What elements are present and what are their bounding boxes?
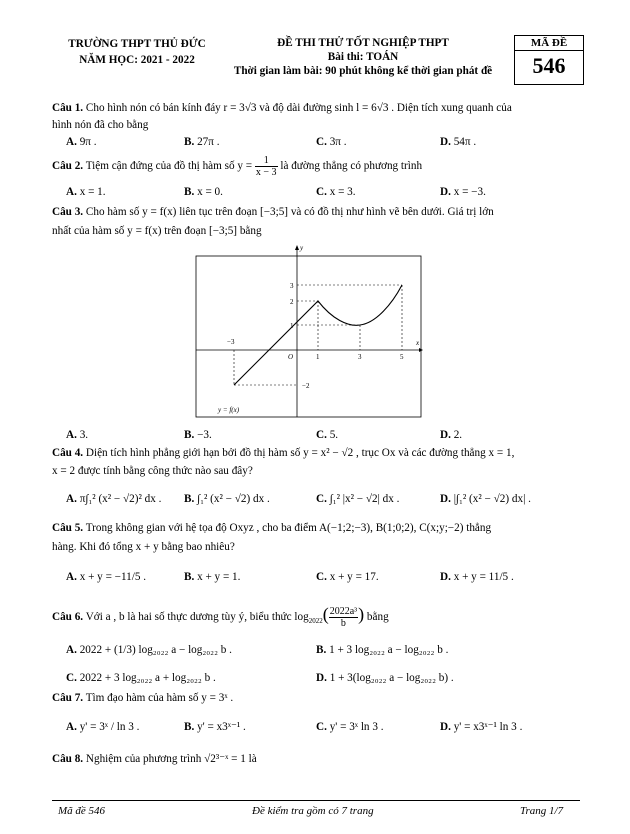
question-number: Câu 1. bbox=[52, 102, 84, 114]
q3-option-d[interactable]: D. 2. bbox=[440, 429, 463, 441]
question-text: là đường thẳng có phương trình bbox=[280, 160, 423, 172]
q3-option-c[interactable]: C. 5. bbox=[316, 429, 339, 441]
q7-option-b[interactable]: B. y' = x3ˣ⁻¹ . bbox=[184, 721, 246, 733]
question-number: Câu 5. bbox=[52, 522, 84, 534]
tick-x-5: 5 bbox=[400, 353, 404, 361]
q3-option-a[interactable]: A. 3. bbox=[66, 429, 89, 441]
question-3 bbox=[52, 205, 592, 220]
q2-option-c[interactable]: C. x = 3. bbox=[316, 186, 356, 198]
question-text: bằng bbox=[366, 611, 389, 623]
tick-x-3: 3 bbox=[358, 353, 362, 361]
footer-pages: Đề kiểm tra gồm có 7 trang bbox=[252, 805, 374, 817]
fraction: $\frac{\text{2022a³}}{b}$ bbox=[329, 605, 358, 629]
question-text: Cho hình nón có bán kính đáy r = 3√3 và độ dài đường sinh l = 6√3 . Diện tích xung quanh của bbox=[85, 102, 512, 114]
tick-x-1: 1 bbox=[316, 353, 320, 361]
tick-y-3: 3 bbox=[290, 282, 294, 290]
question-5-cont bbox=[52, 540, 592, 555]
tick-y-neg2: −2 bbox=[302, 382, 310, 390]
tick-y-2: 2 bbox=[290, 298, 294, 306]
question-number: Câu 3. bbox=[52, 206, 84, 218]
q2-option-d[interactable]: D. x = −3. bbox=[440, 186, 486, 198]
x-axis-label: x bbox=[416, 339, 420, 347]
q1-option-d[interactable]: D. 54π . bbox=[440, 136, 477, 148]
question-text: nhất của hàm số y = f(x) trên đoạn [−3;5] bằng bbox=[52, 225, 262, 237]
question-7 bbox=[52, 691, 592, 706]
q1-option-b[interactable]: B. 27π . bbox=[184, 136, 220, 148]
tick-x-neg3: −3 bbox=[227, 338, 235, 346]
question-1 bbox=[52, 101, 592, 116]
q6-option-c[interactable]: C. 2022 + 3 log₂₀₂₂ a + log₂₀₂₂ b . bbox=[66, 672, 216, 684]
exam-code: 546 bbox=[532, 53, 566, 78]
q1-option-a[interactable]: A. 9π . bbox=[66, 136, 97, 148]
school-name: TRƯỜNG THPT THỦ ĐỨC bbox=[68, 38, 206, 50]
question-text: Trong không gian với hệ tọa độ Oxyz , cho ba điểm A(−1;2;−3), B(1;0;2), C(x;y;−2) thẳng bbox=[85, 522, 492, 534]
q6-option-b[interactable]: B. 1 + 3 log₂₀₂₂ a − log₂₀₂₂ b . bbox=[316, 644, 449, 656]
footer-page-number: Trang 1/7 bbox=[520, 805, 564, 817]
q7-option-c[interactable]: C. y' = 3ˣ ln 3 . bbox=[316, 721, 384, 733]
question-text: x = 2 được tính bằng công thức nào sau đây? bbox=[52, 465, 253, 477]
function-graph bbox=[190, 240, 426, 420]
question-5 bbox=[52, 521, 592, 536]
exam-header bbox=[218, 36, 508, 78]
q2-option-a[interactable]: A. x = 1. bbox=[66, 186, 106, 198]
exam-title: ĐỀ THI THỬ TỐT NGHIỆP THPT bbox=[277, 37, 449, 49]
exam-time: Thời gian làm bài: 90 phút không kể thời gian phát đề bbox=[233, 65, 493, 77]
school-year: NĂM HỌC: 2021 - 2022 bbox=[79, 54, 195, 66]
origin-label: O bbox=[288, 353, 294, 361]
q2-option-b[interactable]: B. x = 0. bbox=[184, 186, 223, 198]
question-text: hàng. Khi đó tổng x + y bằng bao nhiêu? bbox=[52, 541, 235, 553]
question-number: Câu 8. bbox=[52, 753, 84, 765]
q4-option-c[interactable]: C. ∫₁² |x² − √2| dx . bbox=[316, 493, 400, 505]
q6-option-a[interactable]: A. 2022 + (1/3) log₂₀₂₂ a − log₂₀₂₂ b . bbox=[66, 644, 232, 656]
footer-code: Mã đề 546 bbox=[58, 805, 106, 817]
q4-option-b[interactable]: B. ∫₁² (x² − √2) dx . bbox=[184, 493, 270, 505]
exam-subject: Bài thi: TOÁN bbox=[327, 51, 399, 63]
question-number: Câu 6. bbox=[52, 611, 84, 623]
curve-label: y = f(x) bbox=[218, 406, 240, 414]
q5-option-a[interactable]: A. x + y = −11/5 . bbox=[66, 571, 147, 583]
question-1-cont bbox=[52, 118, 592, 133]
graph-frame bbox=[196, 256, 421, 417]
q5-option-c[interactable]: C. x + y = 17. bbox=[316, 571, 379, 583]
question-4 bbox=[52, 446, 592, 461]
q6-option-d[interactable]: D. 1 + 3(log₂₀₂₂ a − log₂₀₂₂ b) . bbox=[316, 672, 454, 684]
question-6: Câu 6. Với a , b là hai số thực dương tùy ý, biểu thức $\log_{2022}$( $\frac{\text{2022a³}}{b}$ ) bằng bbox=[52, 604, 389, 629]
question-text: Với a , b là hai số thực dương tùy ý, biểu thức log bbox=[85, 611, 309, 623]
question-text: Cho hàm số y = f(x) liên tục trên đoạn [−3;5] và có đồ thị như hình vẽ bên dưới. Giá trị lớn bbox=[85, 206, 494, 218]
question-number: Câu 4. bbox=[52, 447, 84, 459]
question-text: Tìm đạo hàm của hàm số y = 3ˣ . bbox=[85, 692, 234, 704]
question-text: hình nón đã cho bằng bbox=[52, 119, 149, 131]
exam-code-box bbox=[514, 35, 584, 85]
school-header bbox=[52, 36, 222, 68]
question-2 bbox=[52, 153, 592, 179]
q4-option-d[interactable]: D. |∫₁² (x² − √2) dx| . bbox=[440, 493, 531, 505]
question-text: Tiệm cận đứng của đồ thị hàm số y = bbox=[85, 160, 253, 172]
log-base: 2022 bbox=[308, 617, 323, 626]
question-text: Nghiệm của phương trình √2³⁻ˣ = 1 là bbox=[85, 753, 257, 765]
q7-option-d[interactable]: D. y' = x3ˣ⁻¹ ln 3 . bbox=[440, 721, 523, 733]
fraction: $\frac{1}{x - 3}$ bbox=[255, 154, 277, 178]
q7-option-a[interactable]: A. y' = 3ˣ / ln 3 . bbox=[66, 721, 140, 733]
q5-option-b[interactable]: B. x + y = 1. bbox=[184, 571, 241, 583]
footer-divider bbox=[52, 800, 580, 801]
q4-option-a[interactable]: A. π∫₁² (x² − √2)² dx . bbox=[66, 493, 162, 505]
question-8 bbox=[52, 752, 592, 767]
y-axis-label: y bbox=[300, 244, 304, 252]
question-text: Diện tích hình phẳng giới hạn bởi đồ thị hàm số y = x² − √2 , trục Ox và các đường thẳng x = 1, bbox=[85, 447, 515, 459]
question-4-cont bbox=[52, 464, 592, 479]
q5-option-d[interactable]: D. x + y = 11/5 . bbox=[440, 571, 514, 583]
question-number: Câu 2. bbox=[52, 160, 84, 172]
question-3-cont bbox=[52, 224, 592, 239]
question-number: Câu 7. bbox=[52, 692, 84, 704]
q1-option-c[interactable]: C. 3π . bbox=[316, 136, 347, 148]
exam-code-label: MÃ ĐỀ bbox=[515, 36, 583, 51]
tick-y-1: 1 bbox=[290, 322, 294, 330]
q3-option-b[interactable]: B. −3. bbox=[184, 429, 212, 441]
y-axis-arrow bbox=[295, 245, 299, 250]
guide-lines bbox=[234, 285, 402, 385]
